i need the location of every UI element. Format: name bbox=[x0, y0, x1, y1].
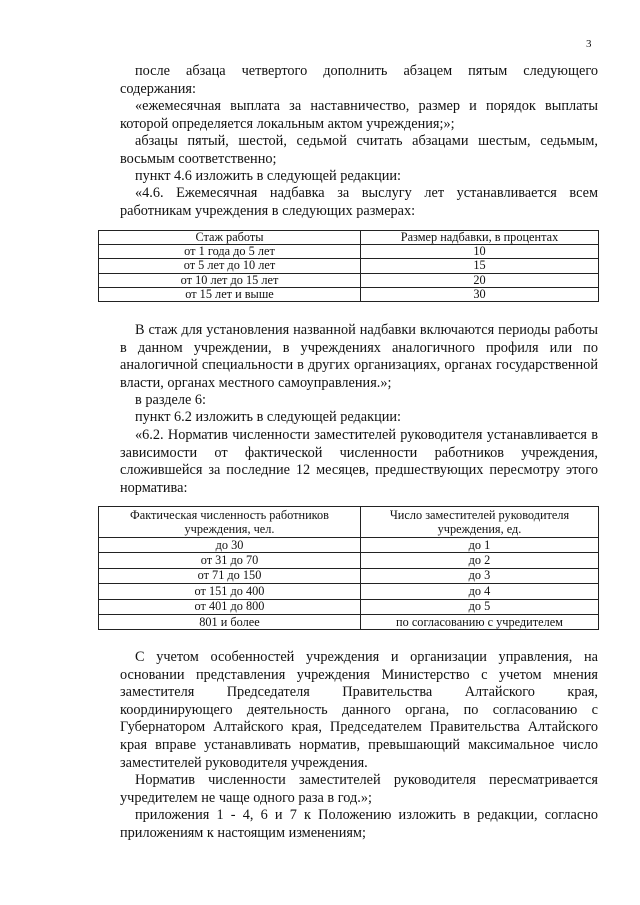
table-row bbox=[99, 599, 599, 614]
paragraph-item-6-2: «6.2. Норматив численности заместителей руководителя устанавливается в зависимости от фактической численности работников учреждения, сложившейся за последние 12 месяцев, предшествующих пересмотру этого норматива: bbox=[120, 427, 598, 496]
table-row bbox=[99, 538, 599, 553]
table-cell: от 5 лет до 10 лет bbox=[99, 259, 361, 273]
table-cell: до 5 bbox=[361, 599, 599, 614]
paragraph-item-4-6-intro: пункт 4.6 изложить в следующей редакции: bbox=[135, 168, 402, 184]
table-row bbox=[99, 287, 599, 301]
table-row bbox=[99, 584, 599, 599]
table-cell: от 151 до 400 bbox=[99, 584, 361, 599]
table-cell: от 71 до 150 bbox=[99, 568, 361, 583]
table-cell: 15 bbox=[361, 259, 599, 273]
table-cell: от 31 до 70 bbox=[99, 553, 361, 568]
column-header-bonus-percent: Размер надбавки, в процентах bbox=[361, 231, 599, 245]
table-row bbox=[99, 568, 599, 583]
table-cell: до 1 bbox=[361, 538, 599, 553]
table-cell: 10 bbox=[361, 245, 599, 259]
table-cell: до 3 bbox=[361, 568, 599, 583]
paragraph-appendices: приложения 1 - 4, 6 и 7 к Положению изложить в редакции, согласно приложениям к настоящим изменениям; bbox=[120, 807, 598, 841]
paragraph-renumber: абзацы пятый, шестой, седьмой считать абзацами шестым, седьмым, восьмым соответственно; bbox=[120, 133, 598, 167]
table-cell: от 10 лет до 15 лет bbox=[99, 273, 361, 287]
table-cell: от 1 года до 5 лет bbox=[99, 245, 361, 259]
table-header-row bbox=[99, 231, 599, 245]
column-header-experience: Стаж работы bbox=[99, 231, 361, 245]
table-row bbox=[99, 553, 599, 568]
table-cell: 20 bbox=[361, 273, 599, 287]
deputy-norm-table bbox=[98, 506, 599, 630]
seniority-bonus-table bbox=[98, 230, 599, 302]
table-cell: до 2 bbox=[361, 553, 599, 568]
table-cell: до 30 bbox=[99, 538, 361, 553]
table-cell: до 4 bbox=[361, 584, 599, 599]
table-cell: 801 и более bbox=[99, 614, 361, 629]
table-cell: 30 bbox=[361, 287, 599, 301]
paragraph-section-6: в разделе 6: bbox=[135, 392, 207, 408]
paragraph-seniority-periods: В стаж для установления названной надбавки включаются периоды работы в данном учреждении, в учреждениях аналогичного профиля или по аналогичной специальности в других организациях, органах государственной власти, органах местного самоуправления.»; bbox=[120, 322, 598, 391]
column-header-deputy-count: Число заместителей руководителя учреждения, ед. bbox=[361, 507, 599, 538]
table-cell: от 401 до 800 bbox=[99, 599, 361, 614]
table-header-row bbox=[99, 507, 599, 538]
table-row bbox=[99, 245, 599, 259]
table-row bbox=[99, 614, 599, 629]
table-row bbox=[99, 273, 599, 287]
column-header-staff-count: Фактическая численность работников учреждения, чел. bbox=[99, 507, 361, 538]
paragraph-mentorship-quote: «ежемесячная выплата за наставничество, размер и порядок выплаты которой определяется локальным актом учреждения;»; bbox=[120, 98, 598, 132]
paragraph-item-4-6: «4.6. Ежемесячная надбавка за выслугу лет устанавливается всем работникам учреждения в следующих размерах: bbox=[120, 185, 598, 219]
table-cell: от 15 лет и выше bbox=[99, 287, 361, 301]
paragraph-amend-fourth: после абзаца четвертого дополнить абзацем пятым следующего содержания: bbox=[120, 63, 598, 97]
table-row bbox=[99, 259, 599, 273]
page-number: 3 bbox=[586, 38, 592, 50]
paragraph-norm-review: Норматив численности заместителей руководителя пересматривается учредителем не чаще одного раза в год.»; bbox=[120, 772, 598, 806]
paragraph-item-6-2-intro: пункт 6.2 изложить в следующей редакции: bbox=[135, 409, 402, 425]
table-cell: по согласованию с учредителем bbox=[361, 614, 599, 629]
paragraph-exceeding-norm: С учетом особенностей учреждения и организации управления, на основании представления учреждения Министерство с учетом мнения заместителя Председателя Правительства Алтайского края, координирующего деятельность данного органа, по согласованию с Губернатором Алтайского края, Председателем Правительства Алтайского края вправе устанавливать норматив, превышающий максимальное число заместителей руководителя учреждения. bbox=[120, 649, 598, 771]
